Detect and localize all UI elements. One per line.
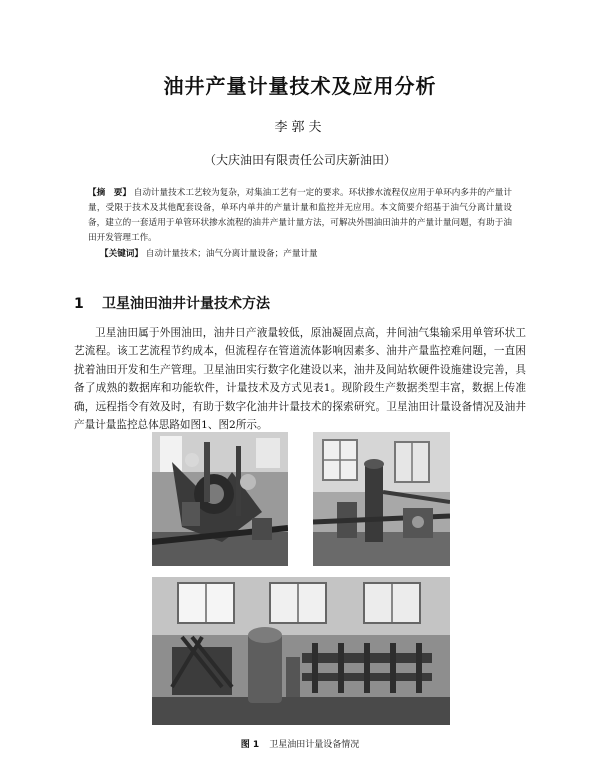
abstract-paragraph [88, 186, 512, 246]
paper-title: 油井产量计量技术及应用分析 [163, 74, 437, 98]
abstract-text: 自动计量技术工艺较为复杂，对集油工艺有一定的要求。环状掺水流程仅应用于单环内多井的产量计量，受限于技术及其他配套设备，单环内单井的产量计量和监控并无应用。本文简要介绍基于油气分离计量设备，建立的一套适用于单管环状掺水流程的油井产量计量方法，可解决外围油田油井的产量计量问题，有助于油田开发管理工作。 [88, 188, 512, 243]
abstract-label: 【摘 要】 [88, 188, 131, 198]
figure1-photo-room [313, 432, 450, 566]
abstract-block [88, 186, 512, 262]
figure1-caption [0, 737, 600, 750]
keywords-label: 【关键词】 [100, 249, 143, 259]
figure1-caption-text: 卫星油田计量设备情况 [269, 740, 360, 750]
figure1-label: 图 1 [240, 740, 260, 750]
body-paragraph: 卫星油田属于外围油田，油井日产液量较低，原油凝固点高，井间油气集输采用单管环状工艺流程。该工艺流程节约成本，但流程存在管道流体影响因素多、油井产量监控难问题，一直困扰着油田开发和生产管理。卫星油田实行数字化建设以来，油井及间站软硬件设施建设完善，具备了成熟的数据库和功能软件，计量技术及方式见表1。现阶段生产数据类型丰富，数据上传准确，远程指令有效及时，有助于数字化油井计量技术的探索研究。卫星油田计量设备情况及油井产量计量监控总体思路如图1、图2所示。 [74, 327, 526, 432]
figure1-photo-station [152, 577, 450, 725]
section-number: 1 [74, 296, 84, 312]
figure1-photo-equipment [152, 432, 288, 566]
author-name: 李郭夫 [274, 120, 326, 135]
affiliation: （大庆油田有限责任公司庆新油田） [203, 153, 396, 167]
keywords-text: 自动计量技术；油气分离计量设备；产量计量 [145, 249, 318, 259]
section-heading [74, 293, 270, 313]
section-title: 卫星油田油井计量技术方法 [102, 296, 270, 312]
keywords-line [88, 247, 512, 262]
